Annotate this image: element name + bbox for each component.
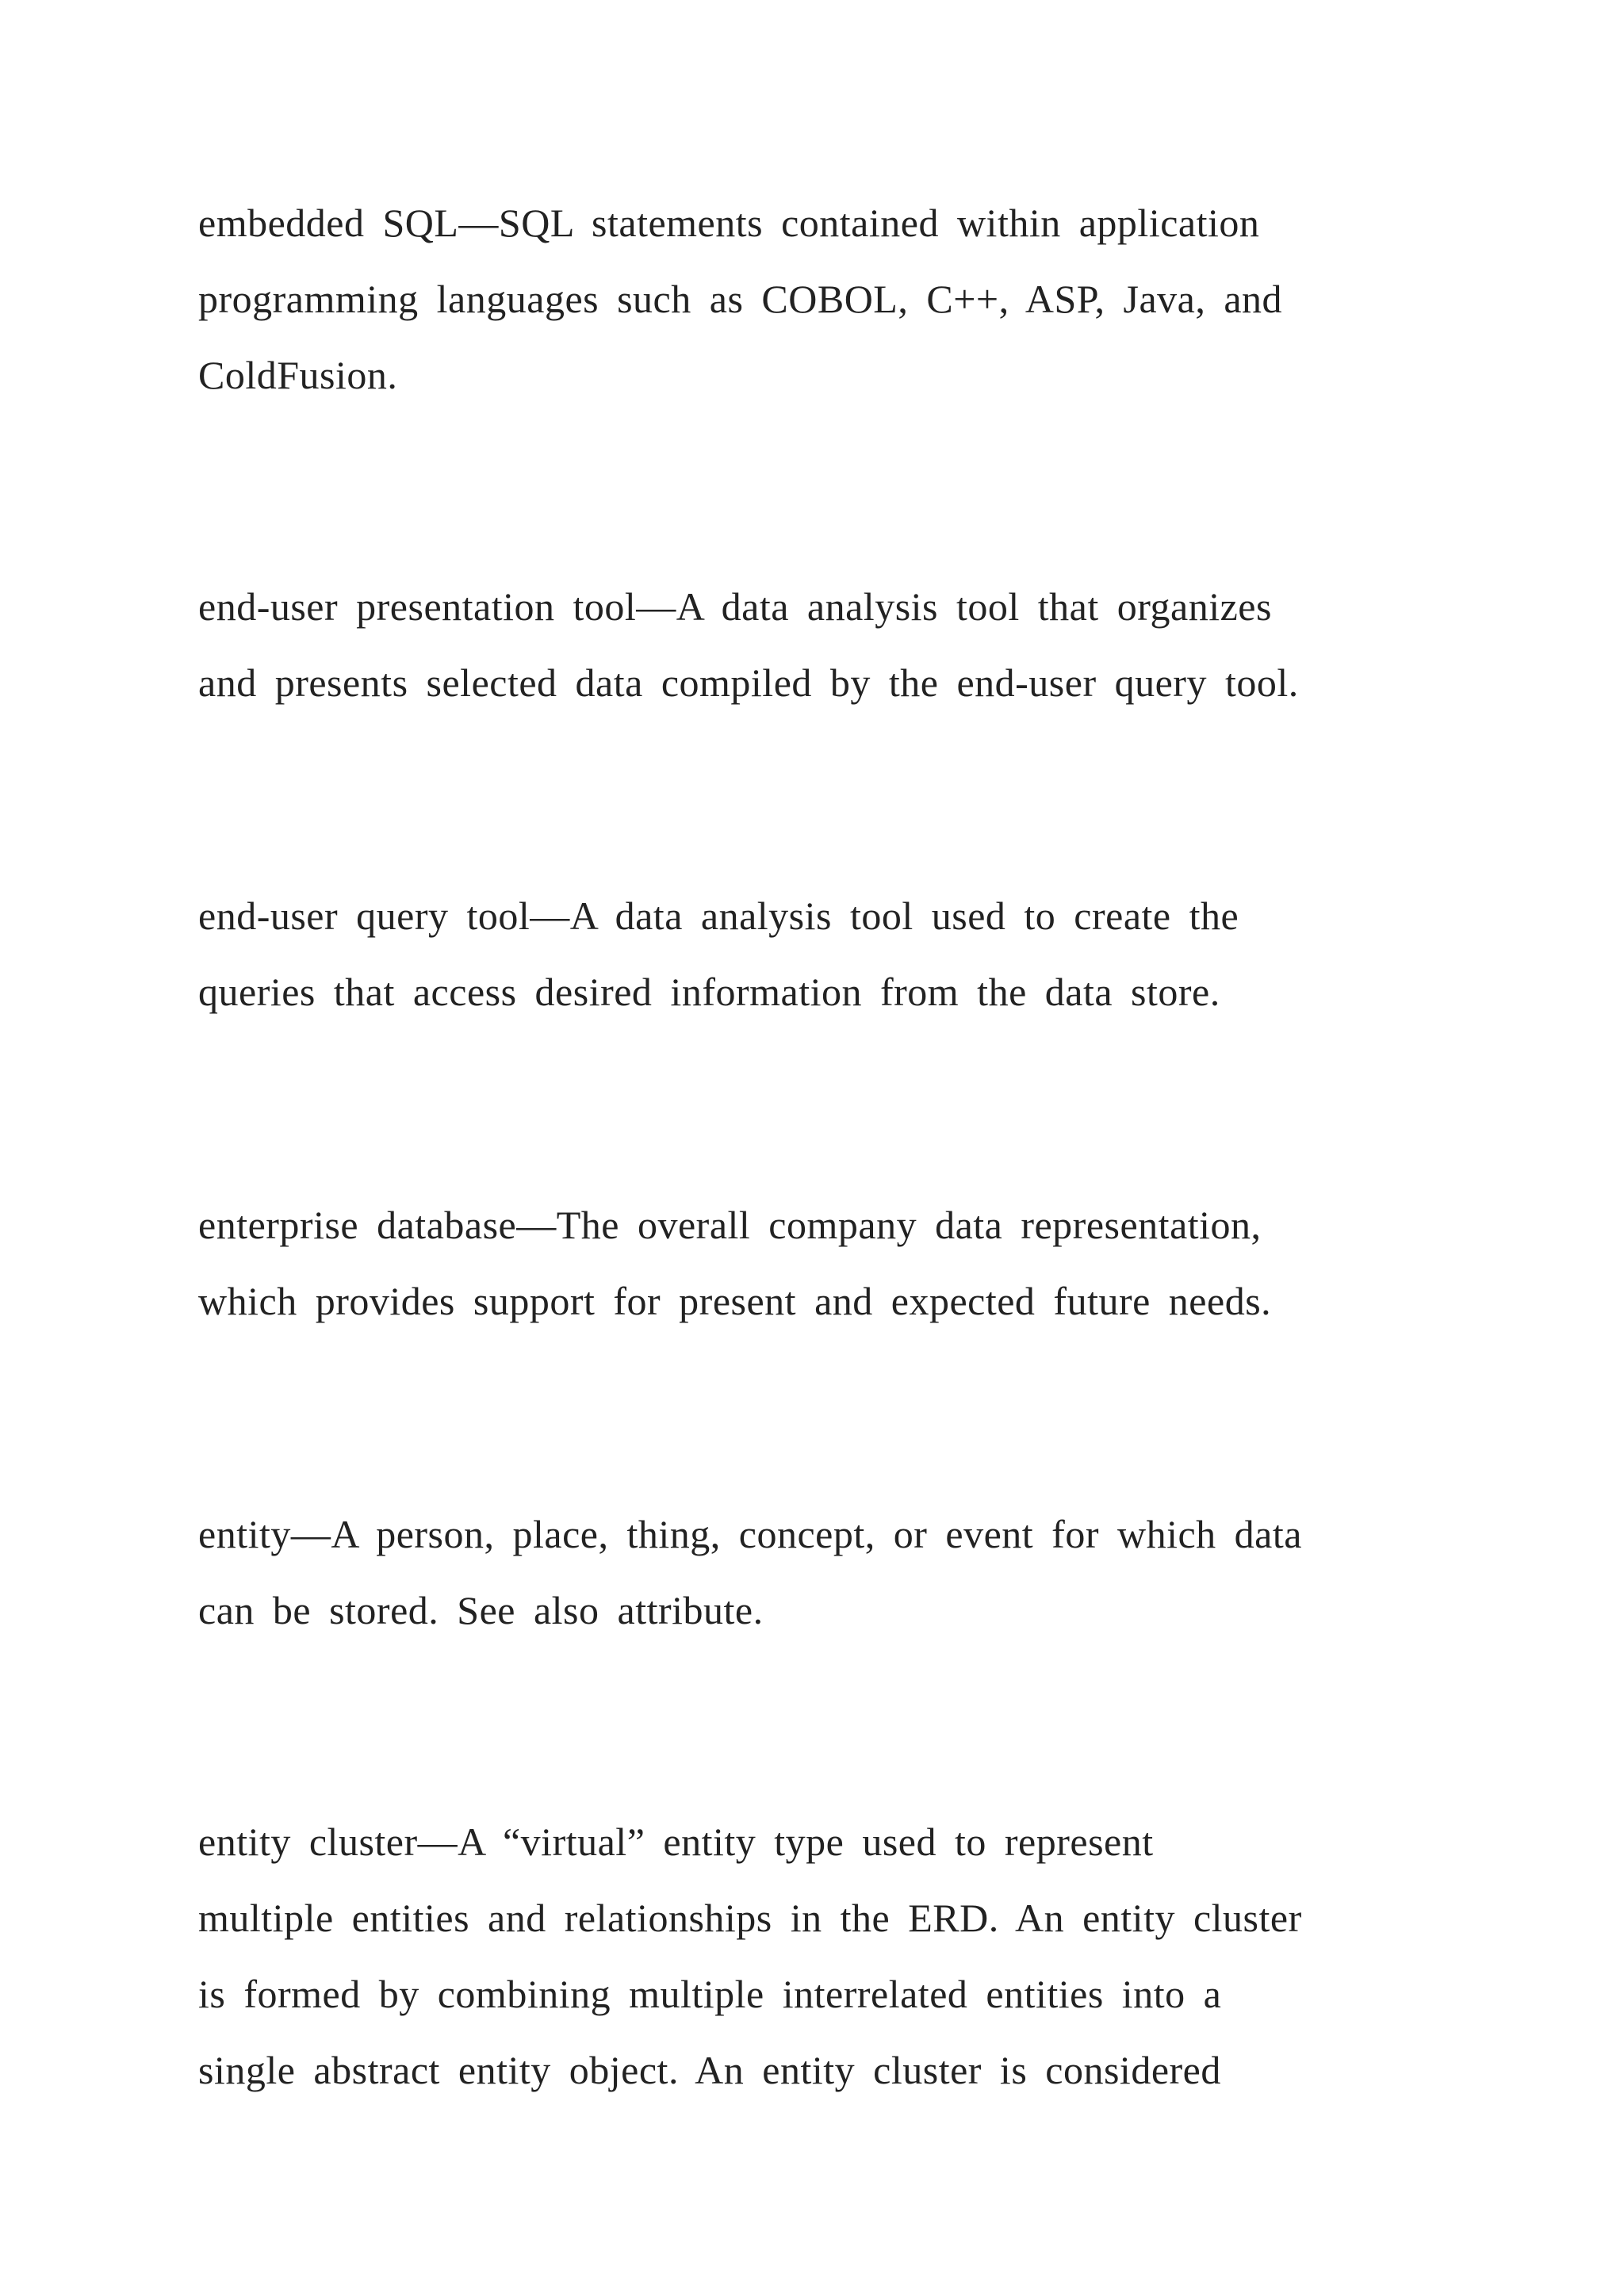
entry-line: entity cluster—A “virtual” entity type used to represent xyxy=(198,1820,1154,1864)
entry-line: ColdFusion. xyxy=(198,353,398,397)
entry-line: multiple entities and relationships in the ERD. An entity cluster xyxy=(198,1896,1302,1940)
entry-line: entity—A person, place, thing, concept, or event for which data xyxy=(198,1512,1302,1556)
glossary-entry-enterprise-database xyxy=(198,1187,1435,1339)
glossary-entry-end-user-presentation-tool xyxy=(198,568,1435,721)
entry-line: queries that access desired information from the data store. xyxy=(198,970,1220,1014)
glossary-entry-entity xyxy=(198,1496,1435,1648)
glossary-entry-embedded-sql xyxy=(198,185,1435,413)
entry-line: single abstract entity object. An entity cluster is considered xyxy=(198,2048,1221,2092)
entry-line: end-user presentation tool—A data analysis tool that organizes xyxy=(198,584,1272,629)
entry-line: embedded SQL—SQL statements contained within application xyxy=(198,201,1260,245)
entry-line: end-user query tool—A data analysis tool used to create the xyxy=(198,894,1239,938)
entry-line: and presents selected data compiled by the end-user query tool. xyxy=(198,660,1299,705)
glossary-entry-entity-cluster xyxy=(198,1804,1435,2108)
entry-line: programming languages such as COBOL, C++, ASP, Java, and xyxy=(198,277,1283,321)
entry-line: is formed by combining multiple interrelated entities into a xyxy=(198,1972,1222,2016)
entry-line: which provides support for present and expected future needs. xyxy=(198,1279,1272,1323)
entry-line: can be stored. See also attribute. xyxy=(198,1588,764,1632)
entry-line: enterprise database—The overall company data representation, xyxy=(198,1203,1262,1247)
glossary-entry-end-user-query-tool xyxy=(198,878,1435,1030)
